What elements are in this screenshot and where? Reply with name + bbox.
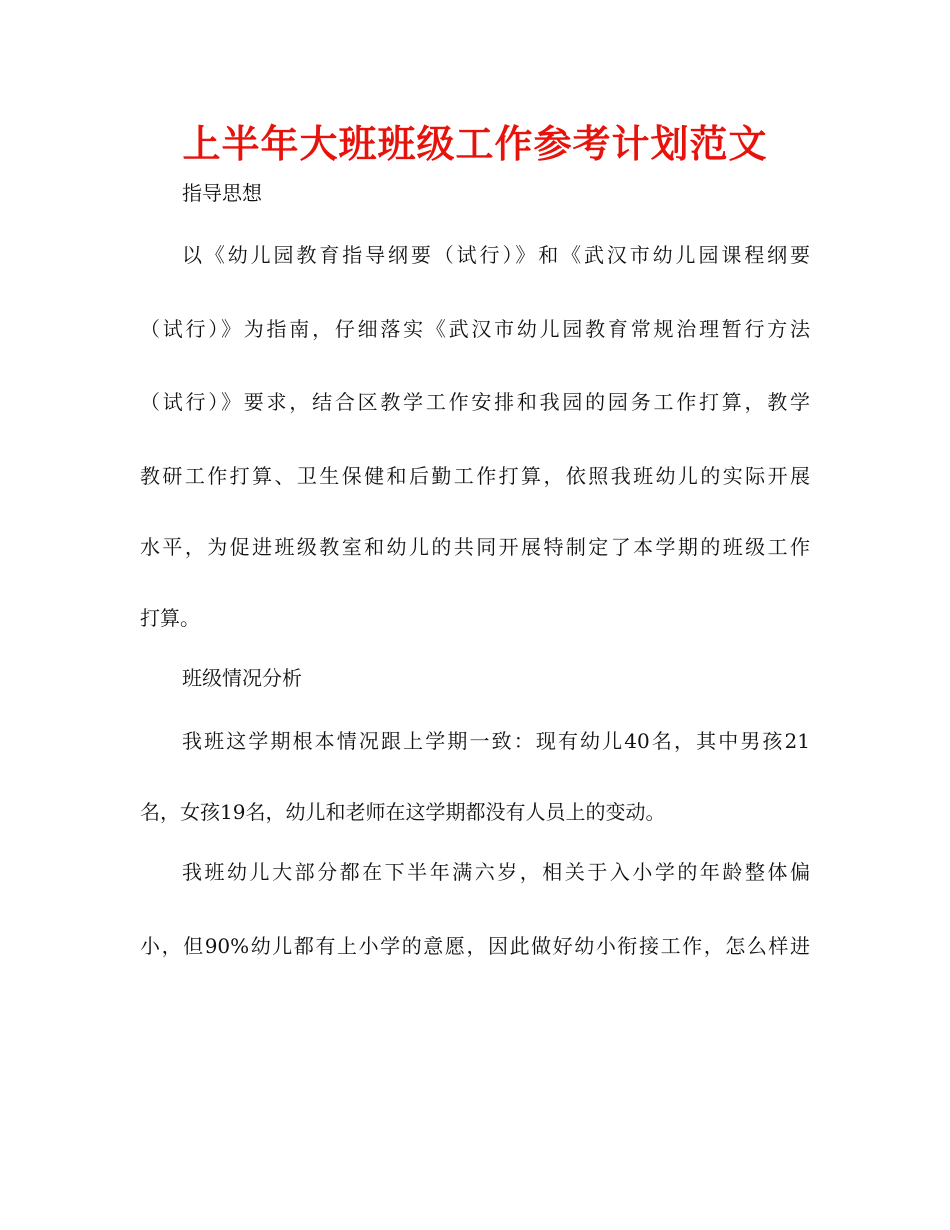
paragraph-line: 我班这学期根本情况跟上学期一致：现有幼儿40名，其中男孩21 [182,729,810,753]
paragraph-line: 我班幼儿大部分都在下半年满六岁，相关于入小学的年龄整体偏 [182,860,810,884]
paragraph-line: 教研工作打算、卫生保健和后勤工作打算，依照我班幼儿的实际开展 [140,464,810,488]
paragraph-line: 水平，为促进班级教室和幼儿的共同开展特制定了本学期的班级工作 [140,535,810,559]
document-title: 上半年大班班级工作参考计划范文 [182,122,768,166]
heading-class-analysis: 班级情况分析 [182,666,302,690]
heading-guiding-ideology: 指导思想 [182,181,262,205]
paragraph-line: （试行）》为指南，仔细落实《武汉市幼儿园教育常规治理暂行方法 [140,317,810,341]
paragraph-line: （试行）》要求，结合区教学工作安排和我园的园务工作打算，教学 [140,390,810,414]
paragraph-line: 打算。 [140,606,200,630]
paragraph-line: 名，女孩19名，幼儿和老师在这学期都没有人员上的变动。 [140,800,666,824]
paragraph-line: 小，但90%幼儿都有上小学的意愿，因此做好幼小衔接工作，怎么样进 [140,934,810,958]
paragraph-line: 以《幼儿园教育指导纲要（试行）》和《武汉市幼儿园课程纲要 [182,243,810,267]
